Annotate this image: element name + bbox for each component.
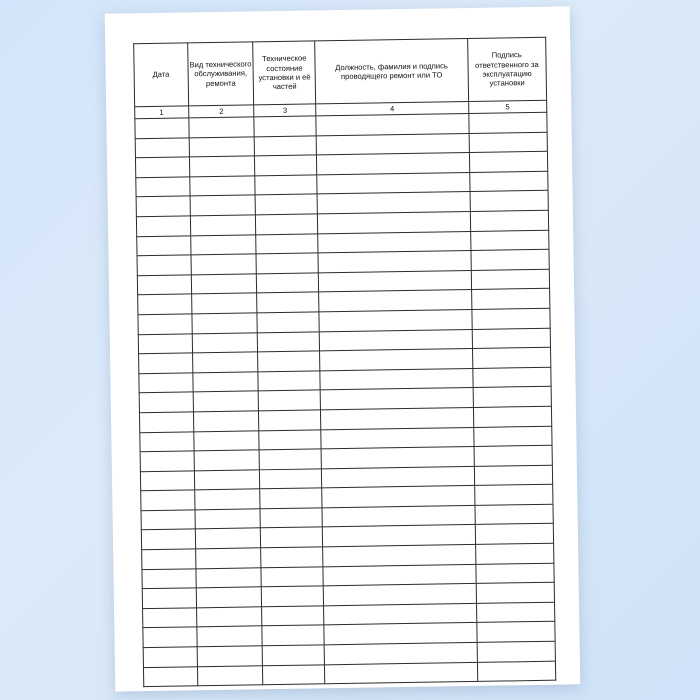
table-cell[interactable] <box>256 214 318 235</box>
table-cell[interactable] <box>476 563 555 584</box>
column-number-5: 5 <box>468 100 546 113</box>
table-cell[interactable] <box>139 353 193 373</box>
table-cell[interactable] <box>194 489 260 510</box>
table-cell[interactable] <box>138 294 192 314</box>
table-cell[interactable] <box>196 626 262 647</box>
table-cell[interactable] <box>262 625 324 646</box>
table-cell[interactable] <box>138 333 192 353</box>
table-cell[interactable] <box>193 411 259 432</box>
table-cell[interactable] <box>260 508 322 529</box>
table-cell[interactable] <box>322 505 475 527</box>
table-cell[interactable] <box>136 177 190 197</box>
table-cell[interactable] <box>195 509 261 530</box>
table-cell[interactable] <box>143 666 197 686</box>
table-cell[interactable] <box>323 545 476 567</box>
table-cell[interactable] <box>321 427 474 449</box>
table-cell[interactable] <box>470 191 549 212</box>
column-header-performer-signature: Должность, фамилия и подпись проводящего ремонт или ТО <box>315 39 468 104</box>
table-cell[interactable] <box>262 606 324 627</box>
table-cell[interactable] <box>190 215 256 236</box>
table-cell[interactable] <box>139 412 193 432</box>
table-cell[interactable] <box>263 645 325 666</box>
maintenance-log-table <box>133 37 556 688</box>
table-cell[interactable] <box>137 255 191 275</box>
table-cell[interactable] <box>323 584 476 606</box>
table-cell[interactable] <box>258 331 320 352</box>
table-cell[interactable] <box>476 582 555 603</box>
table-cell[interactable] <box>262 586 324 607</box>
table-cell[interactable] <box>316 133 469 155</box>
table-cell[interactable] <box>263 664 325 685</box>
table-cell[interactable] <box>259 390 321 411</box>
table-header <box>134 37 547 118</box>
table-cell[interactable] <box>322 486 475 508</box>
table-cell[interactable] <box>141 490 195 510</box>
table-cell[interactable] <box>142 549 196 569</box>
table-cell[interactable] <box>321 447 474 469</box>
table-cell[interactable] <box>192 352 258 373</box>
table-cell[interactable] <box>140 471 194 491</box>
table-cell[interactable] <box>319 290 472 312</box>
table-cell[interactable] <box>320 388 473 410</box>
table-cell[interactable] <box>197 646 263 667</box>
table-cell[interactable] <box>135 137 189 157</box>
table-cell[interactable] <box>475 504 554 525</box>
table-cell[interactable] <box>188 117 254 138</box>
table-cell[interactable] <box>141 529 195 549</box>
table-cell[interactable] <box>143 647 197 667</box>
table-cell[interactable] <box>137 235 191 255</box>
column-number-1: 1 <box>135 106 189 119</box>
table-cell[interactable] <box>257 273 319 294</box>
table-cell[interactable] <box>469 171 548 192</box>
table-cell[interactable] <box>319 329 472 351</box>
table-cell[interactable] <box>196 607 262 628</box>
table-cell[interactable] <box>193 430 259 451</box>
table-cell[interactable] <box>318 231 471 253</box>
document-page <box>105 6 581 691</box>
table-cell[interactable] <box>325 662 478 684</box>
table-cell[interactable] <box>136 216 190 236</box>
table-cell[interactable] <box>318 251 471 273</box>
table-cell[interactable] <box>194 470 260 491</box>
table-cell[interactable] <box>469 112 548 133</box>
table-cell[interactable] <box>470 230 549 251</box>
column-header-technical-condition: Техническое состояние установки и её частей <box>253 41 316 105</box>
table-cell[interactable] <box>255 155 317 176</box>
table-cell[interactable] <box>194 450 260 471</box>
table-cell[interactable] <box>256 253 318 274</box>
table-cell[interactable] <box>475 524 554 545</box>
table-cell[interactable] <box>196 587 262 608</box>
table-cell[interactable] <box>474 465 553 486</box>
table-cell[interactable] <box>189 176 255 197</box>
table-cell[interactable] <box>472 347 551 368</box>
table-cell[interactable] <box>324 642 477 664</box>
column-number-2: 2 <box>188 105 254 118</box>
column-number-4: 4 <box>316 101 469 115</box>
table-cell[interactable] <box>321 407 474 429</box>
table-cell[interactable] <box>254 116 316 137</box>
table-cell[interactable] <box>260 469 322 490</box>
column-header-responsible-signature: Подпись ответственного за эксплуатацию установки <box>467 37 546 101</box>
table-cell[interactable] <box>475 543 554 564</box>
table-cell[interactable] <box>192 372 258 393</box>
table-cell[interactable] <box>474 484 553 505</box>
table-cell[interactable] <box>139 373 193 393</box>
table-cell[interactable] <box>195 528 261 549</box>
table-cell[interactable] <box>259 410 321 431</box>
table-cell[interactable] <box>143 627 197 647</box>
table-cell[interactable] <box>471 289 550 310</box>
table-cell[interactable] <box>476 602 555 623</box>
table-cell[interactable] <box>136 196 190 216</box>
table-cell[interactable] <box>195 548 261 569</box>
table-cell[interactable] <box>257 312 319 333</box>
column-header-maintenance-type: Вид технического обслуживания, ремонта <box>187 42 254 106</box>
table-cell[interactable] <box>260 449 322 470</box>
table-cell[interactable] <box>319 270 472 292</box>
table-cell[interactable] <box>255 135 317 156</box>
table-cell[interactable] <box>260 488 322 509</box>
table-body <box>135 112 556 687</box>
table-cell[interactable] <box>189 136 255 157</box>
table-cell[interactable] <box>322 466 475 488</box>
table-cell[interactable] <box>477 622 556 643</box>
table-cell[interactable] <box>473 367 552 388</box>
table-cell[interactable] <box>189 156 255 177</box>
page-content-area <box>133 37 556 671</box>
table-cell[interactable] <box>195 567 261 588</box>
table-cell[interactable] <box>191 313 257 334</box>
table-cell[interactable] <box>477 641 556 662</box>
table-cell[interactable] <box>257 292 319 313</box>
table-cell[interactable] <box>324 623 477 645</box>
table-cell[interactable] <box>318 211 471 233</box>
table-cell[interactable] <box>255 175 317 196</box>
table-cell[interactable] <box>323 525 476 547</box>
table-cell[interactable] <box>190 234 256 255</box>
table-cell[interactable] <box>142 588 196 608</box>
table-cell[interactable] <box>141 510 195 530</box>
table-cell[interactable] <box>320 368 473 390</box>
table-cell[interactable] <box>473 387 552 408</box>
table-cell[interactable] <box>473 426 552 447</box>
table-cell[interactable] <box>135 157 189 177</box>
table-cell[interactable] <box>472 328 551 349</box>
table-cell[interactable] <box>323 564 476 586</box>
table-cell[interactable] <box>473 406 552 427</box>
table-header-row <box>134 37 547 106</box>
table-cell[interactable] <box>261 547 323 568</box>
table-cell[interactable] <box>469 151 548 172</box>
table-cell[interactable] <box>471 249 550 270</box>
table-cell[interactable] <box>143 608 197 628</box>
table-cell[interactable] <box>135 118 189 138</box>
table-cell[interactable] <box>140 431 194 451</box>
table-cell[interactable] <box>317 172 470 194</box>
table-cell[interactable] <box>261 566 323 587</box>
table-cell[interactable] <box>317 192 470 214</box>
table-cell[interactable] <box>256 233 318 254</box>
table-cell[interactable] <box>261 527 323 548</box>
table-cell[interactable] <box>142 568 196 588</box>
table-cell[interactable] <box>190 195 256 216</box>
table-cell[interactable] <box>193 391 259 412</box>
table-cell[interactable] <box>469 132 548 153</box>
table-cell[interactable] <box>470 210 549 231</box>
table-cell[interactable] <box>191 254 257 275</box>
table-cell[interactable] <box>316 113 469 135</box>
table-cell[interactable] <box>474 445 553 466</box>
table-cell[interactable] <box>139 392 193 412</box>
table-cell[interactable] <box>197 665 263 686</box>
table-cell[interactable] <box>477 661 556 682</box>
table-cell[interactable] <box>140 451 194 471</box>
table-cell[interactable] <box>138 314 192 334</box>
table-cell[interactable] <box>191 293 257 314</box>
column-number-3: 3 <box>254 104 316 117</box>
table-cell[interactable] <box>192 332 258 353</box>
table-cell[interactable] <box>256 194 318 215</box>
column-header-date: Дата <box>134 43 189 107</box>
table-cell[interactable] <box>320 349 473 371</box>
table-cell[interactable] <box>317 153 470 175</box>
table-cell[interactable] <box>471 269 550 290</box>
table-cell[interactable] <box>258 351 320 372</box>
table-cell[interactable] <box>191 274 257 295</box>
table-cell[interactable] <box>258 371 320 392</box>
table-cell[interactable] <box>472 308 551 329</box>
table-cell[interactable] <box>137 275 191 295</box>
table-cell[interactable] <box>259 429 321 450</box>
table-cell[interactable] <box>319 309 472 331</box>
table-cell[interactable] <box>324 603 477 625</box>
